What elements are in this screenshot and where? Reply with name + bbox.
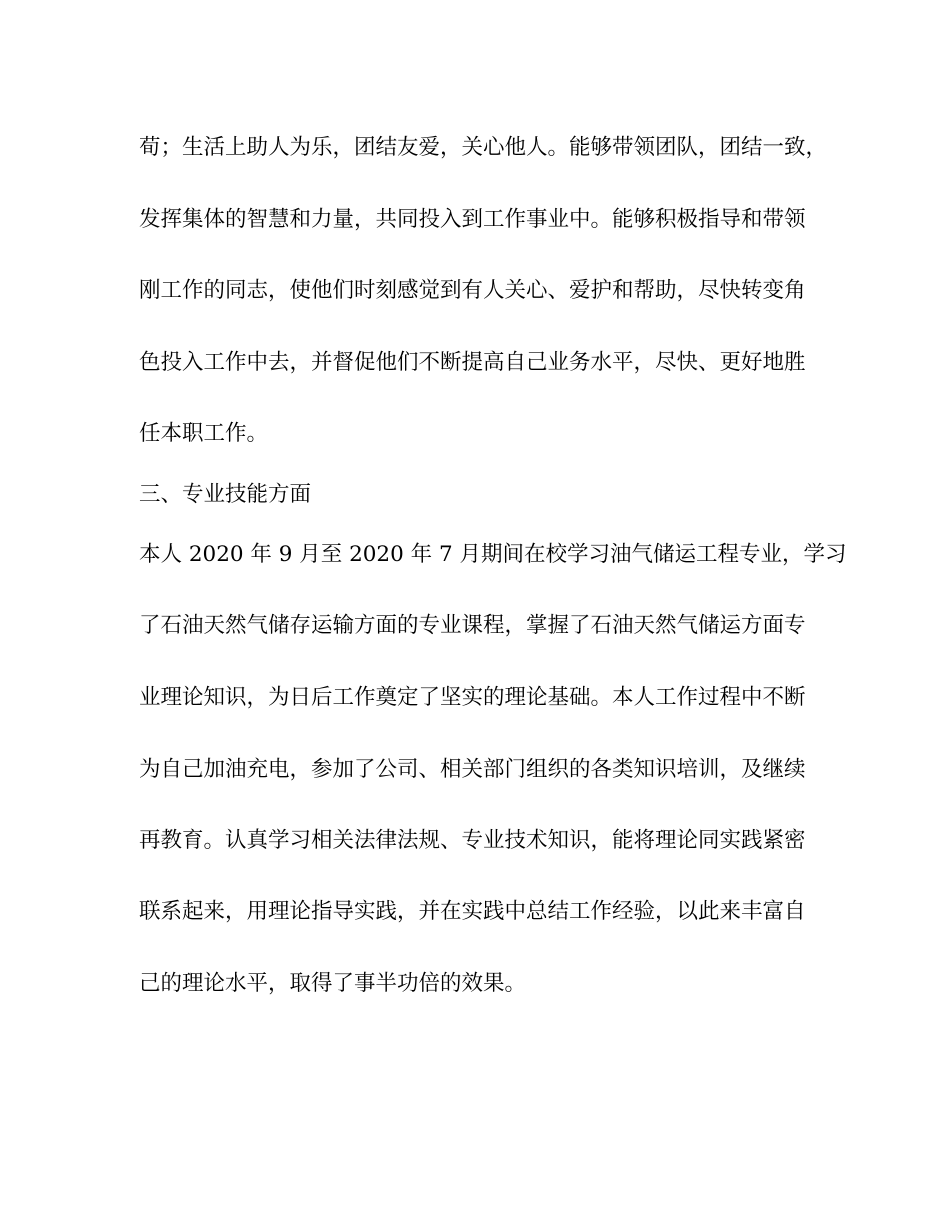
section-heading: 三、专业技能方面	[139, 482, 312, 507]
paragraph-line-8: 了石油天然气储存运输方面的专业课程，掌握了石油天然气储运方面专	[139, 613, 806, 638]
paragraph-line-9: 业理论知识，为日后工作奠定了坚实的理论基础。本人工作过程中不断	[139, 685, 806, 710]
paragraph-line-3: 刚工作的同志，使他们时刻感觉到有人关心、爱护和帮助，尽快转变角	[139, 278, 806, 303]
paragraph-line-5: 任本职工作。	[139, 421, 269, 446]
paragraph-line-13: 己的理论水平，取得了事半功倍的效果。	[139, 971, 527, 996]
paragraph-line-4: 色投入工作中去，并督促他们不断提高自己业务水平，尽快、更好地胜	[139, 350, 806, 375]
paragraph-line-1: 荀；生活上助人为乐，团结友爱，关心他人。能够带领团队，团结一致，	[139, 135, 828, 160]
paragraph-line-12: 联系起来，用理论指导实践，并在实践中总结工作经验，以此来丰富自	[139, 899, 806, 924]
paragraph-line-10: 为自己加油充电，参加了公司、相关部门组织的各类知识培训，及继续	[139, 757, 806, 782]
paragraph-line-2: 发挥集体的智慧和力量，共同投入到工作事业中。能够积极指导和带领	[139, 207, 806, 232]
paragraph-line-7: 本人 2020 年 9 月至 2020 年 7 月期间在校学习油气储运工程专业，学习	[139, 542, 847, 567]
paragraph-line-11: 再教育。认真学习相关法律法规、专业技术知识，能将理论同实践紧密	[139, 828, 806, 853]
